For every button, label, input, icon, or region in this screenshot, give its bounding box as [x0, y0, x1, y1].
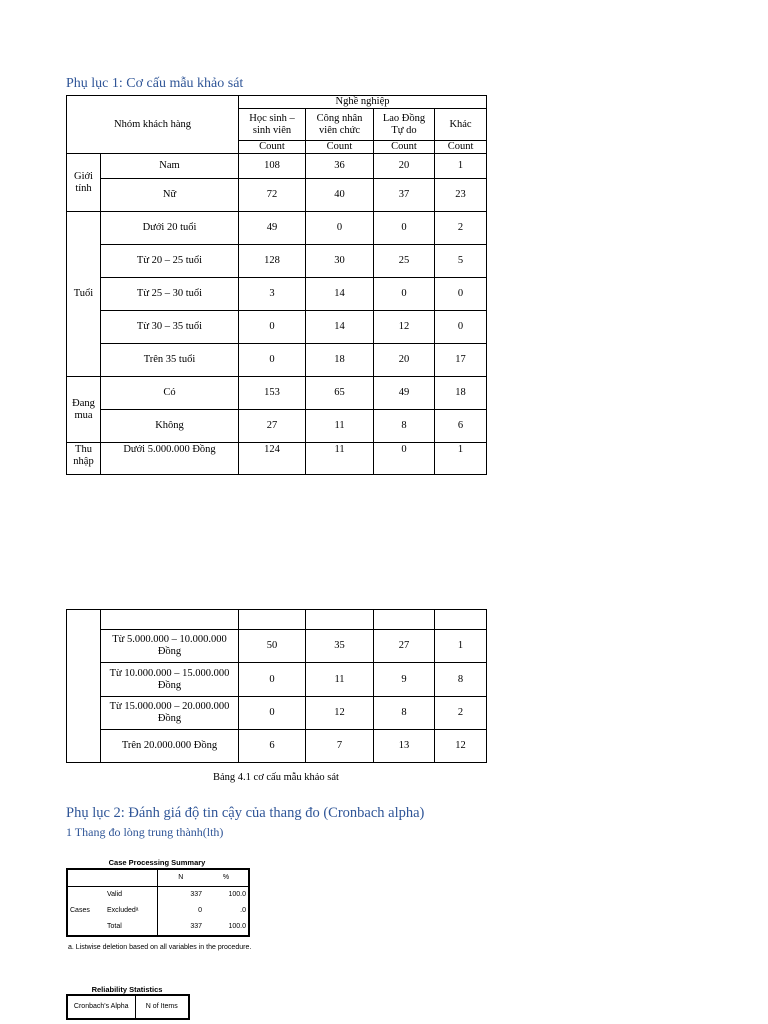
count-cell: 0: [239, 344, 306, 377]
count-cell: 12: [374, 311, 435, 344]
column-header-n: N: [157, 869, 204, 887]
count-cell: 37: [374, 179, 435, 212]
percent-cell: 100.0: [228, 923, 246, 930]
count-cell: 1: [435, 154, 487, 179]
count-cell: 7: [306, 730, 374, 763]
count-cell: 49: [239, 212, 306, 245]
count-cell: 50: [239, 630, 306, 663]
empty-cell: [435, 610, 487, 630]
survey-structure-table-continued: [66, 609, 487, 763]
count-cell: 23: [435, 179, 487, 212]
count-cell: 17: [435, 344, 487, 377]
count-cell: 11: [306, 443, 374, 475]
column-header-n-of-items: N of Items: [135, 995, 189, 1019]
count-cell: 18: [435, 377, 487, 410]
occupation-header: Nghề nghiệp: [239, 96, 487, 109]
count-label: Count: [239, 141, 306, 154]
count-cell: 5: [435, 245, 487, 278]
group-label-buying: Đang mua: [67, 377, 101, 443]
count-cell: 8: [374, 697, 435, 730]
column-header: Học sinh – sinh viên: [239, 109, 306, 141]
count-cell: 13: [374, 730, 435, 763]
n-cell: 337: [190, 891, 202, 898]
empty-cell: [306, 610, 374, 630]
customer-group-header: Nhóm khách hàng: [67, 96, 239, 154]
row-label: Total: [105, 919, 157, 936]
empty-cell: [101, 610, 239, 630]
count-cell: 12: [306, 697, 374, 730]
count-cell: 12: [435, 730, 487, 763]
count-cell: 3: [239, 278, 306, 311]
empty-cell: [67, 919, 105, 936]
count-label: Count: [374, 141, 435, 154]
appendix-2-title: Phụ lục 2: Đánh giá độ tin cậy của thang đo (Cronbach alpha): [66, 805, 425, 821]
count-cell: 35: [306, 630, 374, 663]
row-label: Nam: [101, 154, 239, 179]
count-label: Count: [306, 141, 374, 154]
n-cell: 0: [198, 907, 202, 914]
appendix-1-title: Phụ lục 1: Cơ cấu mẫu khảo sát: [66, 76, 244, 91]
reliability-statistics-table: [66, 994, 190, 1020]
percent-cell: 100.0: [228, 891, 246, 898]
count-cell: 72: [239, 179, 306, 212]
count-cell: 14: [306, 311, 374, 344]
count-cell: 20: [374, 154, 435, 179]
count-cell: 8: [435, 663, 487, 697]
count-cell: 2: [435, 212, 487, 245]
row-label: Valid: [105, 887, 157, 904]
row-label: Có: [101, 377, 239, 410]
percent-cell: .0: [240, 907, 246, 914]
survey-structure-table: [66, 95, 487, 475]
row-label: Từ 5.000.000 – 10.000.000 Đồng: [101, 630, 239, 663]
count-cell: 1: [435, 443, 487, 475]
count-cell: 11: [306, 410, 374, 443]
group-label-gender: Giới tính: [67, 154, 101, 212]
row-label: Từ 10.000.000 – 15.000.000 Đồng: [101, 663, 239, 697]
count-cell: 40: [306, 179, 374, 212]
count-cell: 0: [435, 278, 487, 311]
corner-cell: [67, 869, 157, 887]
count-cell: 0: [374, 278, 435, 311]
count-cell: 2: [435, 697, 487, 730]
count-cell: 124: [239, 443, 306, 475]
count-label: Count: [435, 141, 487, 154]
count-cell: 0: [306, 212, 374, 245]
n-cell: 337: [190, 923, 202, 930]
row-label: Dưới 5.000.000 Đồng: [101, 443, 239, 475]
reliability-statistics-title: Reliability Statistics: [91, 985, 163, 994]
count-cell: 14: [306, 278, 374, 311]
count-cell: 0: [239, 663, 306, 697]
count-cell: 25: [374, 245, 435, 278]
count-cell: 1: [435, 630, 487, 663]
count-cell: 20: [374, 344, 435, 377]
count-cell: 0: [239, 697, 306, 730]
count-cell: 36: [306, 154, 374, 179]
count-cell: 8: [374, 410, 435, 443]
row-label: Excludedᵃ: [105, 903, 157, 919]
column-header-cronbach-alpha: Cronbach's Alpha: [73, 1003, 129, 1010]
group-label-income: Thu nhập: [67, 443, 101, 475]
column-header-percent: %: [204, 869, 249, 887]
count-cell: 18: [306, 344, 374, 377]
column-header: Công nhân viên chức: [306, 109, 374, 141]
row-label: Dưới 20 tuổi: [101, 212, 239, 245]
case-processing-summary-table: [66, 868, 250, 937]
row-label: Từ 20 – 25 tuổi: [101, 245, 239, 278]
count-cell: 128: [239, 245, 306, 278]
group-label-age: Tuổi: [67, 212, 101, 377]
count-cell: 49: [374, 377, 435, 410]
count-cell: 11: [306, 663, 374, 697]
count-cell: 65: [306, 377, 374, 410]
count-cell: 0: [374, 212, 435, 245]
count-cell: 6: [239, 730, 306, 763]
row-label: Từ 15.000.000 – 20.000.000 Đồng: [101, 697, 239, 730]
row-label: Từ 25 – 30 tuổi: [101, 278, 239, 311]
group-label-cases: Cases: [70, 907, 90, 914]
row-label: Trên 35 tuổi: [101, 344, 239, 377]
empty-cell: [374, 610, 435, 630]
count-cell: 153: [239, 377, 306, 410]
count-cell: 6: [435, 410, 487, 443]
count-cell: 27: [239, 410, 306, 443]
table-caption: Bảng 4.1 cơ cấu mẫu khảo sát: [213, 772, 339, 783]
appendix-2-subtitle: 1 Thang đo lòng trung thành(lth): [66, 825, 224, 839]
row-label: Từ 30 – 35 tuổi: [101, 311, 239, 344]
count-cell: 0: [435, 311, 487, 344]
column-header: Lao Đồng Tự do: [374, 109, 435, 141]
empty-cell: [67, 887, 105, 904]
column-header: Khác: [435, 109, 487, 141]
row-label: Nữ: [101, 179, 239, 212]
empty-cell: [239, 610, 306, 630]
count-cell: 0: [239, 311, 306, 344]
count-cell: 108: [239, 154, 306, 179]
row-label: Trên 20.000.000 Đồng: [101, 730, 239, 763]
case-summary-footnote: a. Listwise deletion based on all variables in the procedure.: [68, 944, 252, 951]
count-cell: 9: [374, 663, 435, 697]
group-label-income-continued: [67, 610, 101, 763]
row-label: Không: [101, 410, 239, 443]
case-processing-summary-title: Case Processing Summary: [108, 858, 206, 867]
count-cell: 30: [306, 245, 374, 278]
count-cell: 0: [374, 443, 435, 475]
count-cell: 27: [374, 630, 435, 663]
